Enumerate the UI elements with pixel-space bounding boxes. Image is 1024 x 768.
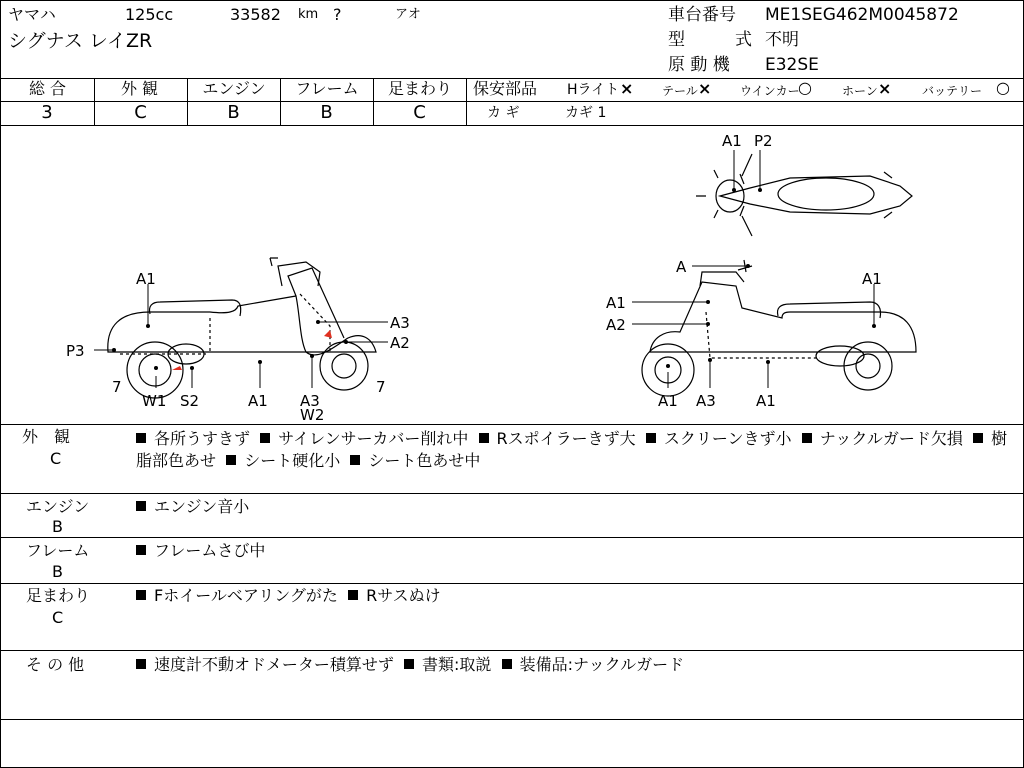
section-notes: フレームさび中 (136, 542, 265, 560)
safety-mark-battery: ○ (996, 78, 1010, 97)
safety-item-tail: テール (662, 84, 698, 98)
safety-mark-horn: × (878, 79, 892, 98)
rating-exterior: C (134, 102, 147, 123)
mileage: 33582 (230, 5, 281, 24)
top-label-a1: A1 (722, 132, 742, 150)
right-scooter-body (650, 282, 916, 352)
color: アオ (395, 7, 421, 22)
rating-header-frame: フレーム (295, 79, 359, 98)
rating-suspension: C (413, 102, 426, 123)
section-notes: 速度計不動オドメーター積算せず 書類:取説 装備品:ナックルガード (136, 656, 684, 674)
left-label-a1b: A1 (248, 392, 268, 410)
rating-header-overall: 総 合 (28, 79, 67, 98)
section-label: エンジン (26, 497, 90, 516)
type-label-1: 型 (668, 30, 685, 50)
mileage-unit: km (298, 7, 319, 22)
left-scooter-handle (278, 262, 320, 286)
section-label: そ の 他 (26, 655, 85, 674)
right-scooter-rear-wheel (844, 342, 892, 390)
left-label-7a: 7 (112, 378, 122, 396)
engine-value: E32SE (765, 55, 819, 75)
safety-mark-tail: × (698, 79, 712, 98)
left-scooter-front (288, 268, 344, 338)
section-grade: B (52, 562, 63, 581)
left-label-a3: A3 (300, 392, 320, 410)
right-label-a1c: A1 (658, 392, 678, 410)
maker: ヤマハ (8, 5, 56, 24)
section-notes: エンジン音小 (136, 498, 249, 516)
section-notes: 各所うすきず サイレンサーカバー削れ中 Rスポイラーきず大 スクリーンきず小 ナックルガード欠損 樹脂部色あせ シート硬化小 シート色あせ中 (136, 429, 1008, 470)
right-label-a: A (676, 258, 687, 276)
rating-header-exterior: 外 観 (120, 79, 159, 98)
right-label-a1b: A1 (862, 270, 882, 288)
right-label-a1: A1 (606, 294, 626, 312)
left-label-a1: A1 (136, 270, 156, 288)
section-label: 足まわり (26, 586, 91, 605)
right-label-a1d: A1 (756, 392, 776, 410)
left-label-s2: S2 (180, 392, 200, 410)
left-label-w1: W1 (142, 392, 167, 410)
safety-item-horn: ホーン (842, 84, 878, 98)
top-scooter-seat (778, 178, 874, 210)
section-grade: B (52, 517, 63, 536)
model-name: シグナス レイZR (8, 30, 153, 52)
displacement: 125cc (125, 5, 174, 24)
safety-item-battery: バッテリー (922, 84, 983, 98)
right-label-a3: A3 (696, 392, 716, 410)
left-scooter-front-wheel (320, 342, 368, 390)
mileage-flag: ? (333, 5, 342, 24)
engine-label: 原 動 機 (668, 55, 730, 75)
safety-label: 保安部品 (473, 79, 538, 98)
type-label-2: 式 (735, 30, 752, 50)
section-label: 外 観 (22, 427, 71, 446)
rating-frame: B (320, 102, 333, 123)
chassis-value: ME1SEG462M0045872 (765, 5, 959, 25)
section-notes: Fホイールベアリングがた Rサスぬけ (136, 587, 441, 605)
left-label-w2: W2 (300, 406, 325, 424)
chassis-label: 車台番号 (668, 5, 736, 25)
type-value: 不明 (765, 30, 799, 50)
safety-mark-headlight: × (620, 79, 634, 98)
rating-header-engine: エンジン (202, 79, 266, 98)
damage-marks (172, 330, 332, 370)
key-label: カ ギ (487, 105, 520, 121)
right-label-a2: A2 (606, 316, 626, 334)
left-scooter-seat (149, 300, 240, 316)
safety-item-winker: ウインカー (740, 84, 800, 98)
top-scooter-body (720, 176, 912, 214)
rating-header-suspension: 足まわり (387, 79, 452, 98)
safety-item-headlight: Hライト (567, 82, 620, 98)
safety-mark-winker: ○ (798, 78, 812, 97)
damage-diagram (0, 126, 1024, 424)
key-value: カギ 1 (565, 105, 607, 121)
left-label-a2: A2 (390, 334, 410, 352)
right-scooter-muffler (816, 346, 864, 366)
rating-engine: B (227, 102, 240, 123)
left-label-a3b: A3 (390, 314, 410, 332)
rating-overall: 3 (41, 102, 53, 123)
top-label-p2: P2 (754, 132, 773, 150)
right-scooter-seat (778, 302, 881, 318)
left-label-p3: P3 (66, 342, 85, 360)
section-grade: C (52, 608, 64, 627)
left-label-7b: 7 (376, 378, 386, 396)
section-grade: C (50, 449, 62, 468)
section-label: フレーム (26, 541, 90, 560)
